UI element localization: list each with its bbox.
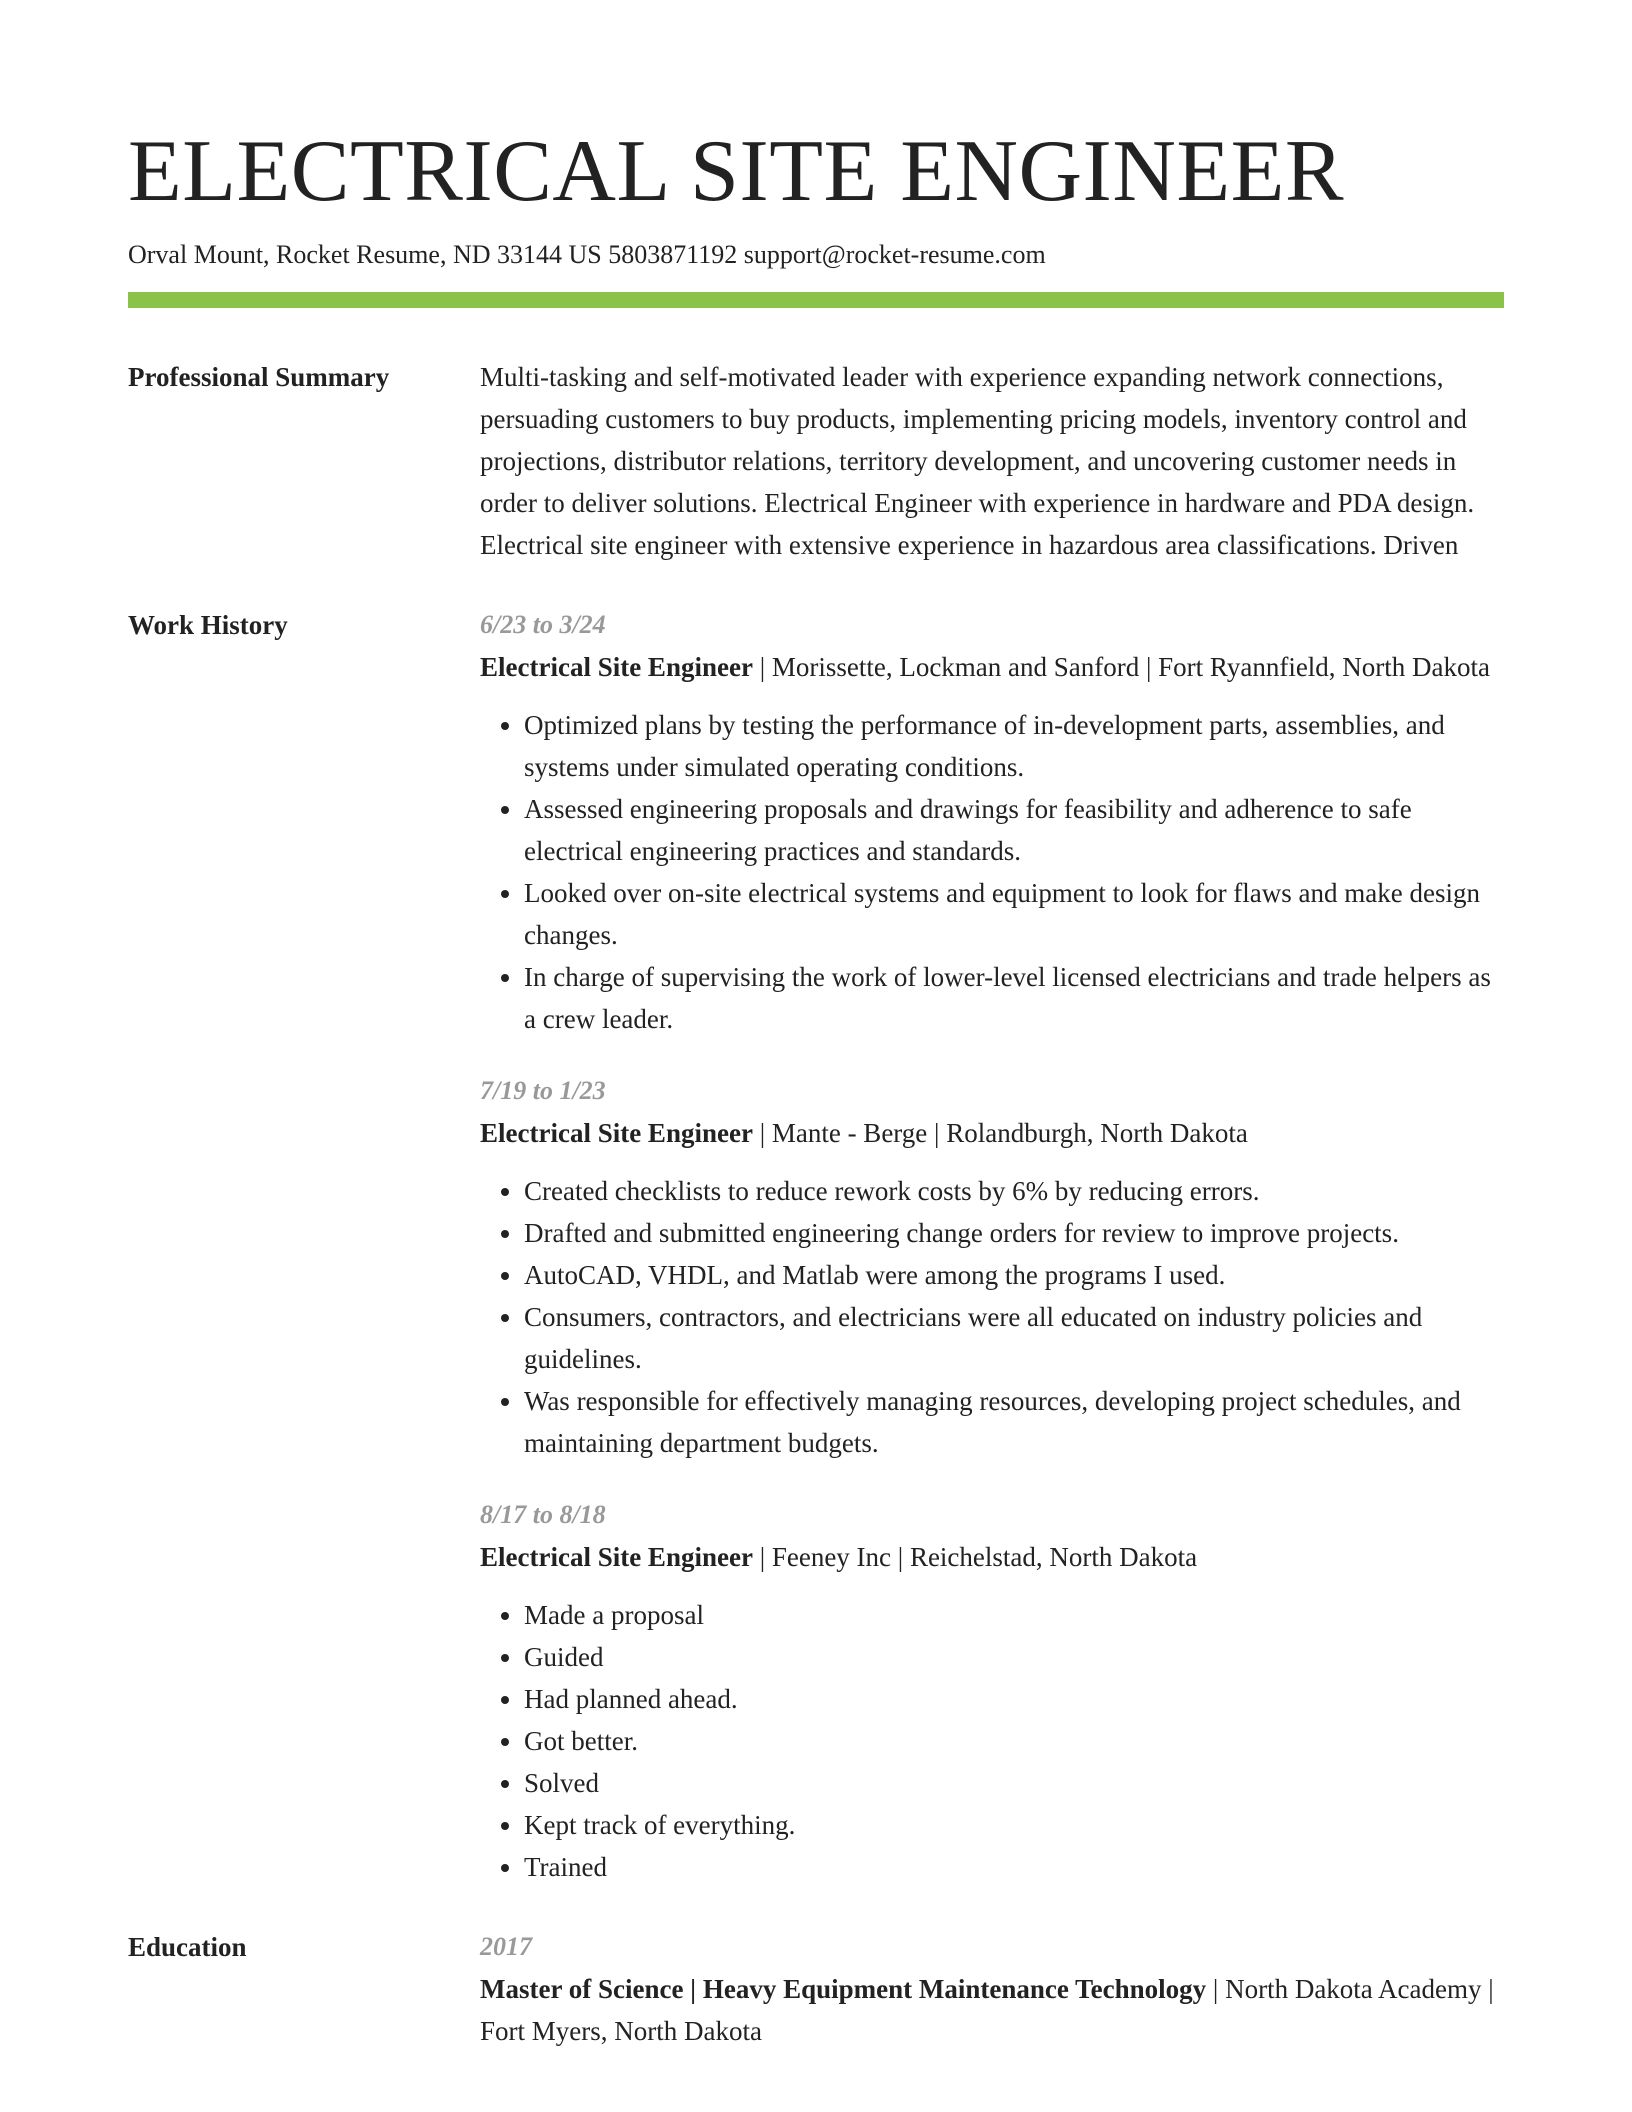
- section-label-education: Education: [128, 1932, 247, 1962]
- job-bullet: • Solved: [524, 1762, 1504, 1804]
- job-bullets: [480, 704, 1504, 1040]
- resume-page: [128, 0, 1504, 2052]
- job-dates: 8/17 to 8/18: [480, 1500, 606, 1529]
- education-details: | North Dakota Academy | Fort Myers, North Dakota: [480, 1974, 1494, 2046]
- job-details: | Morissette, Lockman and Sanford | Fort Ryannfield, North Dakota: [752, 652, 1491, 682]
- job-entry: [480, 1070, 1504, 1464]
- education-section: [128, 1926, 1504, 2052]
- job-bullet: • Kept track of everything.: [524, 1804, 1504, 1846]
- job-bullet: • Guided: [524, 1636, 1504, 1678]
- job-bullet: • Created checklists to reduce rework costs by 6% by reducing errors.: [524, 1170, 1504, 1212]
- contact-line: Orval Mount, Rocket Resume, ND 33144 US 5803871192 support@rocket-resume.com: [128, 240, 1046, 269]
- job-entry: [480, 604, 1504, 1040]
- job-bullet: • Looked over on-site electrical systems and equipment to look for flaws and make design changes.: [524, 872, 1504, 956]
- accent-divider: [128, 292, 1504, 308]
- work-history-section: [128, 604, 1504, 1888]
- job-heading: [480, 1112, 1504, 1154]
- job-bullet: • Made a proposal: [524, 1594, 1504, 1636]
- education-heading: [480, 1968, 1504, 2052]
- job-bullet: • Had planned ahead.: [524, 1678, 1504, 1720]
- job-bullet: • Drafted and submitted engineering change orders for review to improve projects.: [524, 1212, 1504, 1254]
- job-heading: [480, 646, 1504, 688]
- job-title: Electrical Site Engineer: [480, 1118, 753, 1148]
- summary-text: Multi-tasking and self-motivated leader with experience expanding network connections, persuading customers to buy products, implementing pricing models, inventory control and projections, distributor relations, territory development, and uncovering customer needs in order to deliver solutions. Electrical Engineer with experience in hardware and PDA design. Electrical site engineer with extensive experience in hazardous area classifications. Driven: [480, 362, 1475, 560]
- job-title: Electrical Site Engineer: [480, 1542, 753, 1572]
- job-details: | Mante - Berge | Rolandburgh, North Dakota: [752, 1118, 1248, 1148]
- job-bullet: • Assessed engineering proposals and drawings for feasibility and adherence to safe electrical engineering practices and standards.: [524, 788, 1504, 872]
- job-bullet: • Trained: [524, 1846, 1504, 1888]
- job-bullet: • In charge of supervising the work of lower-level licensed electricians and trade helpers as a crew leader.: [524, 956, 1504, 1040]
- job-bullets: [480, 1594, 1504, 1888]
- job-bullet: • AutoCAD, VHDL, and Matlab were among the programs I used.: [524, 1254, 1504, 1296]
- section-label-work: Work History: [128, 610, 288, 640]
- job-dates: 7/19 to 1/23: [480, 1076, 606, 1105]
- job-bullet: • Optimized plans by testing the performance of in-development parts, assemblies, and systems under simulated operating conditions.: [524, 704, 1504, 788]
- job-heading: [480, 1536, 1504, 1578]
- job-bullet: • Got better.: [524, 1720, 1504, 1762]
- job-bullet: • Was responsible for effectively managing resources, developing project schedules, and maintaining department budgets.: [524, 1380, 1504, 1464]
- job-entry: [480, 1494, 1504, 1888]
- education-year: 2017: [480, 1932, 532, 1961]
- work-history-body: [480, 604, 1504, 1888]
- job-bullets: [480, 1170, 1504, 1464]
- education-body: [480, 1926, 1504, 2052]
- resume-title: ELECTRICAL SITE ENGINEER: [128, 123, 1345, 220]
- summary-body: [480, 356, 1504, 566]
- professional-summary-section: [128, 356, 1504, 566]
- job-details: | Feeney Inc | Reichelstad, North Dakota: [752, 1542, 1198, 1572]
- job-title: Electrical Site Engineer: [480, 652, 753, 682]
- job-bullet: • Consumers, contractors, and electricians were all educated on industry policies and guidelines.: [524, 1296, 1504, 1380]
- job-dates: 6/23 to 3/24: [480, 610, 606, 639]
- section-label-summary: Professional Summary: [128, 362, 390, 392]
- education-degree: Master of Science | Heavy Equipment Maintenance Technology: [480, 1974, 1207, 2004]
